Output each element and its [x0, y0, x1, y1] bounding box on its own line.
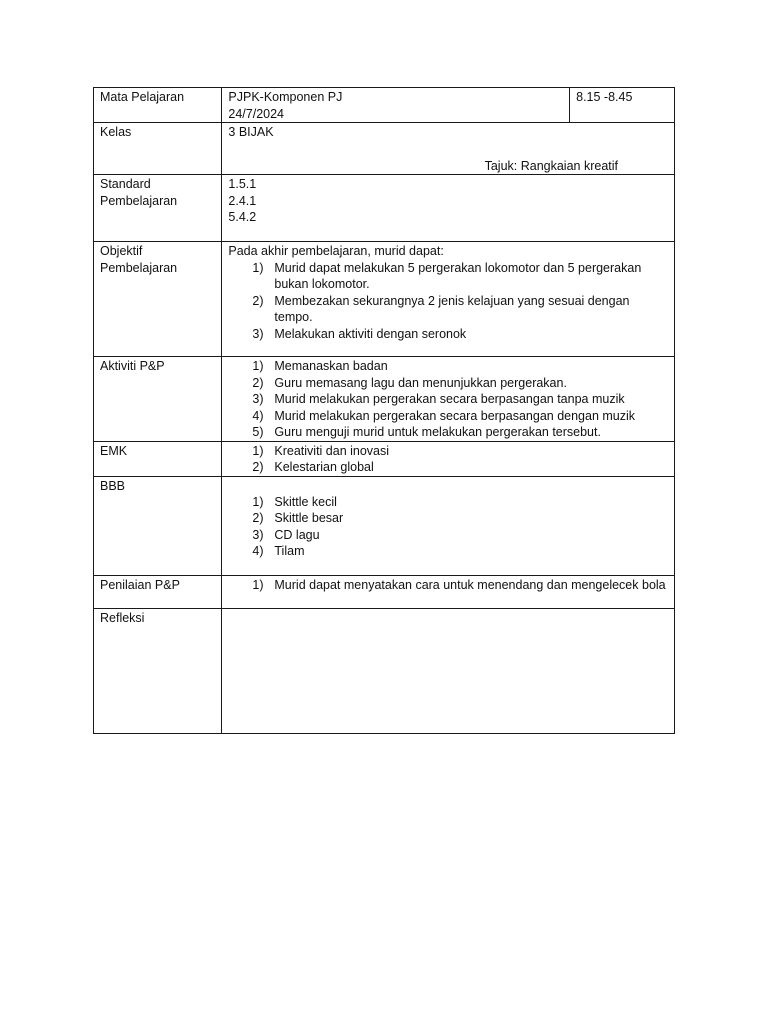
spacer	[228, 478, 668, 494]
list-text: Kelestarian global	[274, 460, 374, 474]
bbb-value-cell	[222, 476, 675, 575]
list-item	[228, 375, 668, 392]
activity-label: Aktiviti P&P	[100, 359, 165, 373]
standard-label-cell	[94, 175, 222, 242]
objective-label-line2: Pembelajaran	[100, 260, 178, 275]
class-value-cell	[222, 123, 675, 175]
emk-list	[228, 443, 668, 476]
list-text: CD lagu	[274, 527, 320, 542]
list-text: Skittle besar	[274, 511, 344, 525]
assessment-row	[94, 575, 675, 608]
bbb-list	[228, 494, 668, 560]
activity-row	[94, 357, 675, 442]
list-number: 2)	[252, 511, 264, 525]
standard-row	[94, 175, 675, 242]
list-number: 4)	[252, 408, 264, 423]
reflection-value-cell	[222, 608, 675, 733]
list-number: 5)	[252, 425, 264, 439]
list-text: Guru menguji murid untuk melakukan pergerakan tersebut.	[274, 425, 601, 439]
reflection-row	[94, 608, 675, 733]
activity-list	[228, 358, 668, 441]
list-number: 1)	[252, 359, 264, 373]
list-item	[228, 577, 668, 594]
subject-label: Mata Pelajaran	[100, 90, 185, 104]
list-item	[228, 527, 668, 544]
emk-label-cell	[94, 441, 222, 476]
list-item	[228, 358, 668, 375]
bbb-row	[94, 476, 675, 575]
objective-row	[94, 242, 675, 357]
list-item	[228, 543, 668, 560]
standard-label-line2: Pembelajaran	[100, 193, 178, 208]
subject-label-cell	[94, 88, 222, 123]
list-text: Skittle kecil	[274, 494, 337, 509]
list-number: 1)	[252, 443, 264, 458]
list-number: 1)	[252, 260, 264, 275]
standard-label-line1: Standard	[100, 177, 151, 191]
standard-value-cell	[222, 175, 675, 242]
assessment-value-cell	[222, 575, 675, 608]
reflection-label: Refleksi	[100, 610, 145, 625]
objective-intro: Pada akhir pembelajaran, murid dapat:	[228, 244, 444, 258]
lesson-topic: Tajuk: Rangkaian kreatif	[484, 158, 618, 173]
subject-row	[94, 88, 675, 123]
list-number: 3)	[252, 326, 264, 341]
list-text: Murid melakukan pergerakan secara berpasangan dengan muzik	[274, 408, 636, 423]
class-row	[94, 123, 675, 175]
lesson-date: 24/7/2024	[228, 106, 284, 121]
list-item	[228, 260, 668, 293]
objective-value-cell	[222, 242, 675, 357]
list-text: Membezakan sekurangnya 2 jenis kelajuan yang sesuai dengan tempo.	[274, 293, 630, 324]
bbb-label: BBB	[100, 478, 126, 493]
list-number: 2)	[252, 460, 264, 474]
subject-value-cell	[222, 88, 570, 123]
objective-list	[228, 260, 668, 343]
list-number: 2)	[252, 293, 264, 308]
emk-value-cell	[222, 441, 675, 476]
list-number: 1)	[252, 494, 264, 509]
objective-label-line1: Objektif	[100, 244, 143, 258]
list-item	[228, 408, 668, 425]
list-item	[228, 326, 668, 343]
list-text: Memanaskan badan	[274, 359, 388, 373]
list-item	[228, 510, 668, 527]
standard-item: 5.4.2	[228, 210, 257, 224]
list-text: Murid melakukan pergerakan secara berpasangan tanpa muzik	[274, 392, 625, 406]
time-cell	[570, 88, 675, 123]
list-text: Kreativiti dan inovasi	[274, 443, 390, 458]
class-label-cell	[94, 123, 222, 175]
list-number: 3)	[252, 527, 264, 542]
activity-value-cell	[222, 357, 675, 442]
class-name: 3 BIJAK	[228, 125, 274, 139]
list-text: Murid dapat menyatakan cara untuk menendang dan mengelecek bola	[274, 577, 666, 592]
list-number: 2)	[252, 375, 264, 390]
emk-row	[94, 441, 675, 476]
objective-label-cell	[94, 242, 222, 357]
list-item	[228, 443, 668, 460]
list-text: Tilam	[274, 544, 305, 558]
list-item	[228, 424, 668, 441]
assessment-label-cell	[94, 575, 222, 608]
class-label: Kelas	[100, 125, 132, 139]
bbb-label-cell	[94, 476, 222, 575]
list-number: 1)	[252, 577, 264, 592]
list-item	[228, 293, 668, 326]
lesson-plan-table	[93, 87, 675, 734]
list-item	[228, 459, 668, 476]
reflection-label-cell	[94, 608, 222, 733]
list-number: 3)	[252, 392, 264, 406]
standard-item: 2.4.1	[228, 193, 257, 208]
list-item	[228, 391, 668, 408]
emk-label: EMK	[100, 443, 128, 458]
standard-item: 1.5.1	[228, 177, 257, 191]
list-text: Murid dapat melakukan 5 pergerakan lokomotor dan 5 pergerakan bukan lokomotor.	[274, 260, 642, 291]
assessment-label: Penilaian P&P	[100, 577, 180, 592]
list-text: Melakukan aktiviti dengan seronok	[274, 326, 467, 341]
list-number: 4)	[252, 544, 264, 558]
list-item	[228, 494, 668, 511]
list-text: Guru memasang lagu dan menunjukkan pergerakan.	[274, 375, 567, 390]
subject-name: PJPK-Komponen PJ	[228, 90, 343, 104]
lesson-time: 8.15 -8.45	[576, 90, 633, 104]
activity-label-cell	[94, 357, 222, 442]
assessment-list	[228, 577, 668, 594]
